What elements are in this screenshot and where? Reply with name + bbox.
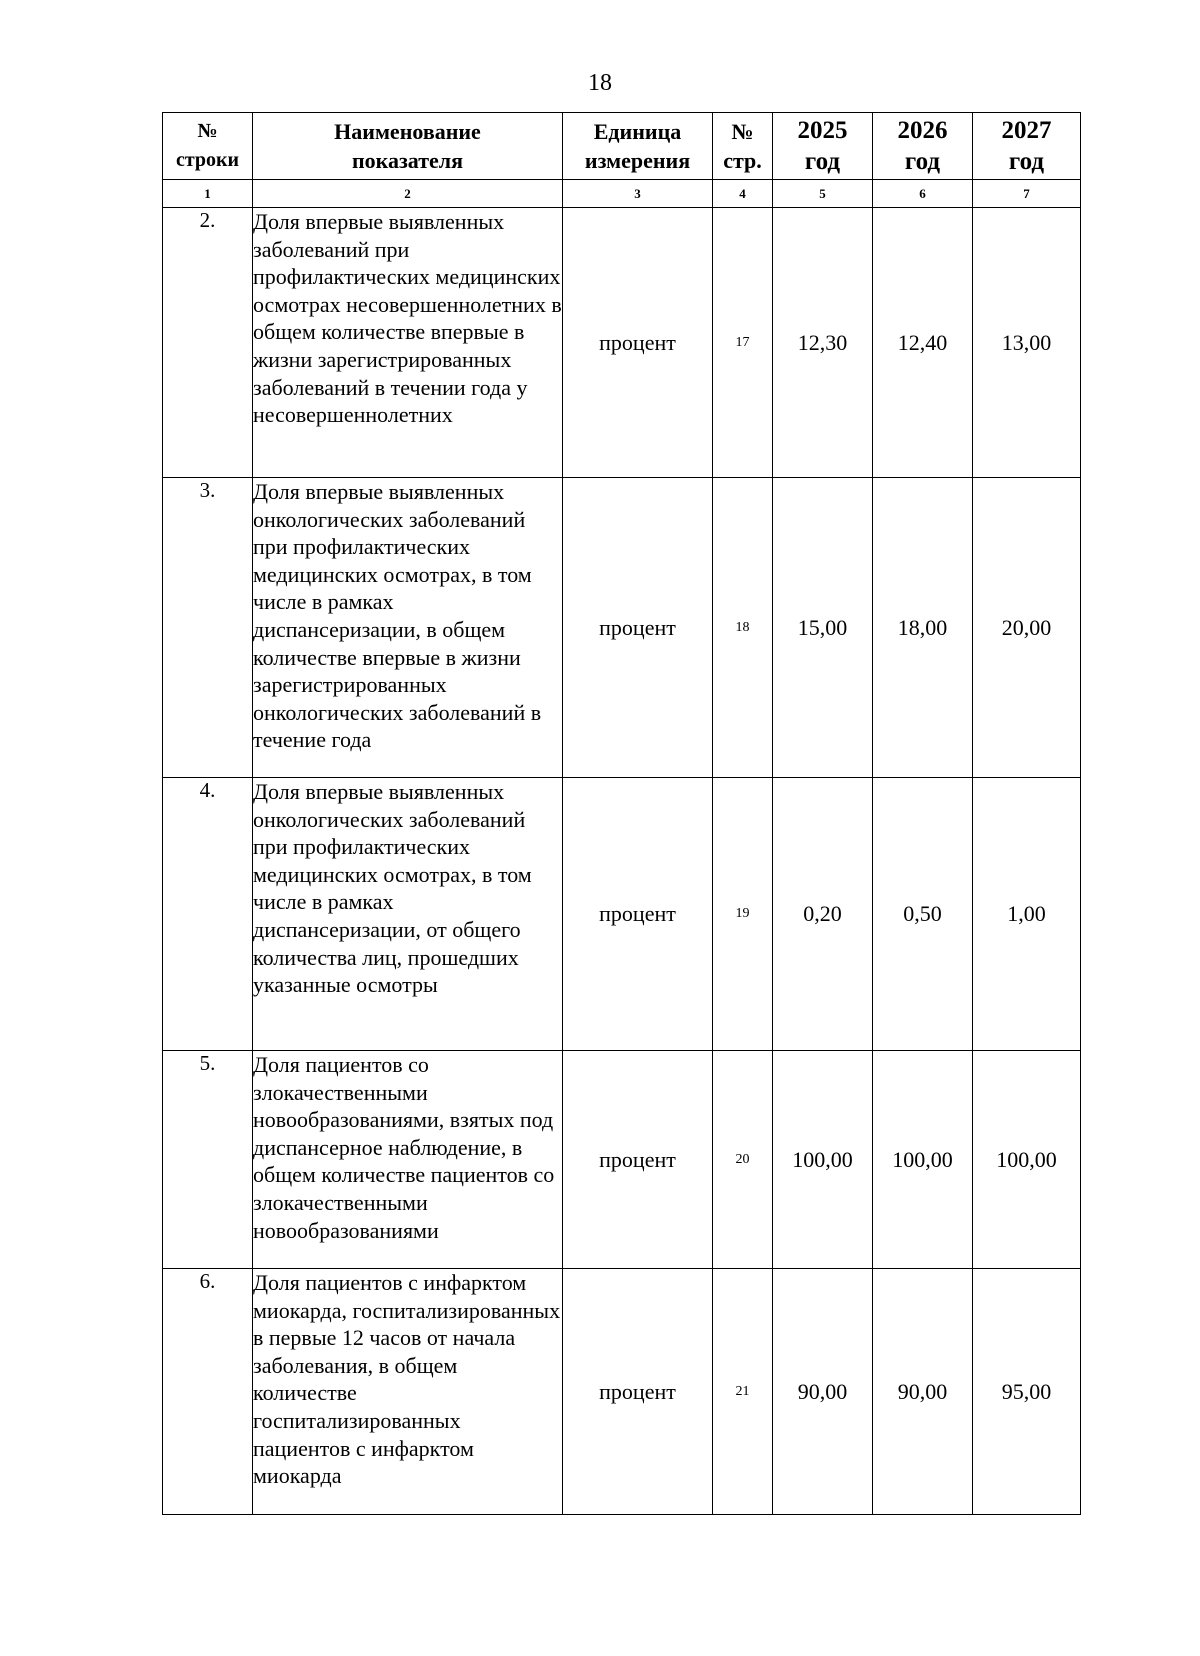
header-text: год [804,148,841,175]
value-2026: 90,00 [873,1269,973,1515]
indicator-name: Доля впервые выявленных онкологических заболеваний при профилактических медицинских осмотрах, в том числе в рамках диспансеризации, в общем количестве впервые в жизни зарегистрированных онкологических заболеваний в течение года [253,478,563,778]
header-text: строки [175,149,240,171]
header-text: 2027 [1001,117,1052,144]
column-number-row [163,180,1081,208]
table-row [163,478,1081,778]
table-row [163,208,1081,478]
value-2025: 15,00 [773,478,873,778]
row-number: 4. [163,778,253,1051]
page-number: 18 [588,70,612,96]
indicator-name: Доля впервые выявленных онкологических заболеваний при профилактических медицинских осмотрах, в том числе в рамках диспансеризации, от общего количества лиц, прошедших указанные осмотры [253,778,563,1051]
header-text: № [731,119,754,144]
value-2027: 13,00 [973,208,1081,478]
header-text: стр. [723,148,762,173]
value-2026: 100,00 [873,1051,973,1269]
indicator-name: Доля пациентов со злокачественными новообразованиями, взятых под диспансерное наблюдение, в общем количестве пациентов со злокачественными новообразованиями [253,1051,563,1269]
value-2025: 90,00 [773,1269,873,1515]
value-2026: 0,50 [873,778,973,1051]
unit: процент [563,478,713,778]
value-2026: 12,40 [873,208,973,478]
unit: процент [563,778,713,1051]
header-2026 [873,113,973,180]
column-number: 1 [163,180,253,208]
column-number: 3 [563,180,713,208]
unit: процент [563,208,713,478]
row-number: 6. [163,1269,253,1515]
header-text: год [904,148,941,175]
table-row [163,1269,1081,1515]
header-indicator-name [253,113,563,180]
header-text: Наименование [334,119,481,144]
value-2025: 0,20 [773,778,873,1051]
page-ref: 21 [713,1269,773,1515]
page-ref: 19 [713,778,773,1051]
indicator-name: Доля впервые выявленных заболеваний при профилактических медицинских осмотрах несовершеннолетних в общем количестве впервые в жизни зарегистрированных заболеваний в течении года у несовершеннолетних [253,208,563,478]
value-2027: 20,00 [973,478,1081,778]
row-number: 5. [163,1051,253,1269]
column-number: 6 [873,180,973,208]
value-2025: 100,00 [773,1051,873,1269]
value-2027: 95,00 [973,1269,1081,1515]
unit: процент [563,1051,713,1269]
table-row [163,778,1081,1051]
header-text: показателя [351,148,464,173]
header-text: 2026 [897,117,948,144]
header-row [163,113,1081,180]
column-number: 7 [973,180,1081,208]
unit: процент [563,1269,713,1515]
value-2025: 12,30 [773,208,873,478]
value-2026: 18,00 [873,478,973,778]
header-2027 [973,113,1081,180]
column-number: 2 [253,180,563,208]
header-text: измерения [584,148,691,173]
header-row-number [163,113,253,180]
value-2027: 100,00 [973,1051,1081,1269]
column-number: 4 [713,180,773,208]
indicators-table [162,112,1081,1515]
page-ref: 17 [713,208,773,478]
page-ref: 18 [713,478,773,778]
row-number: 3. [163,478,253,778]
header-text: Единица [593,119,682,144]
header-text: 2025 [797,117,848,144]
header-page [713,113,773,180]
column-number: 5 [773,180,873,208]
header-2025 [773,113,873,180]
header-unit [563,113,713,180]
table-row [163,1051,1081,1269]
value-2027: 1,00 [973,778,1081,1051]
indicator-name: Доля пациентов с инфарктом миокарда, госпитализированных в первые 12 часов от начала заболевания, в общем количестве госпитализированных пациентов с инфарктом миокарда [253,1269,563,1515]
header-text: год [1008,148,1045,175]
header-text: № [197,120,218,142]
row-number: 2. [163,208,253,478]
page-ref: 20 [713,1051,773,1269]
